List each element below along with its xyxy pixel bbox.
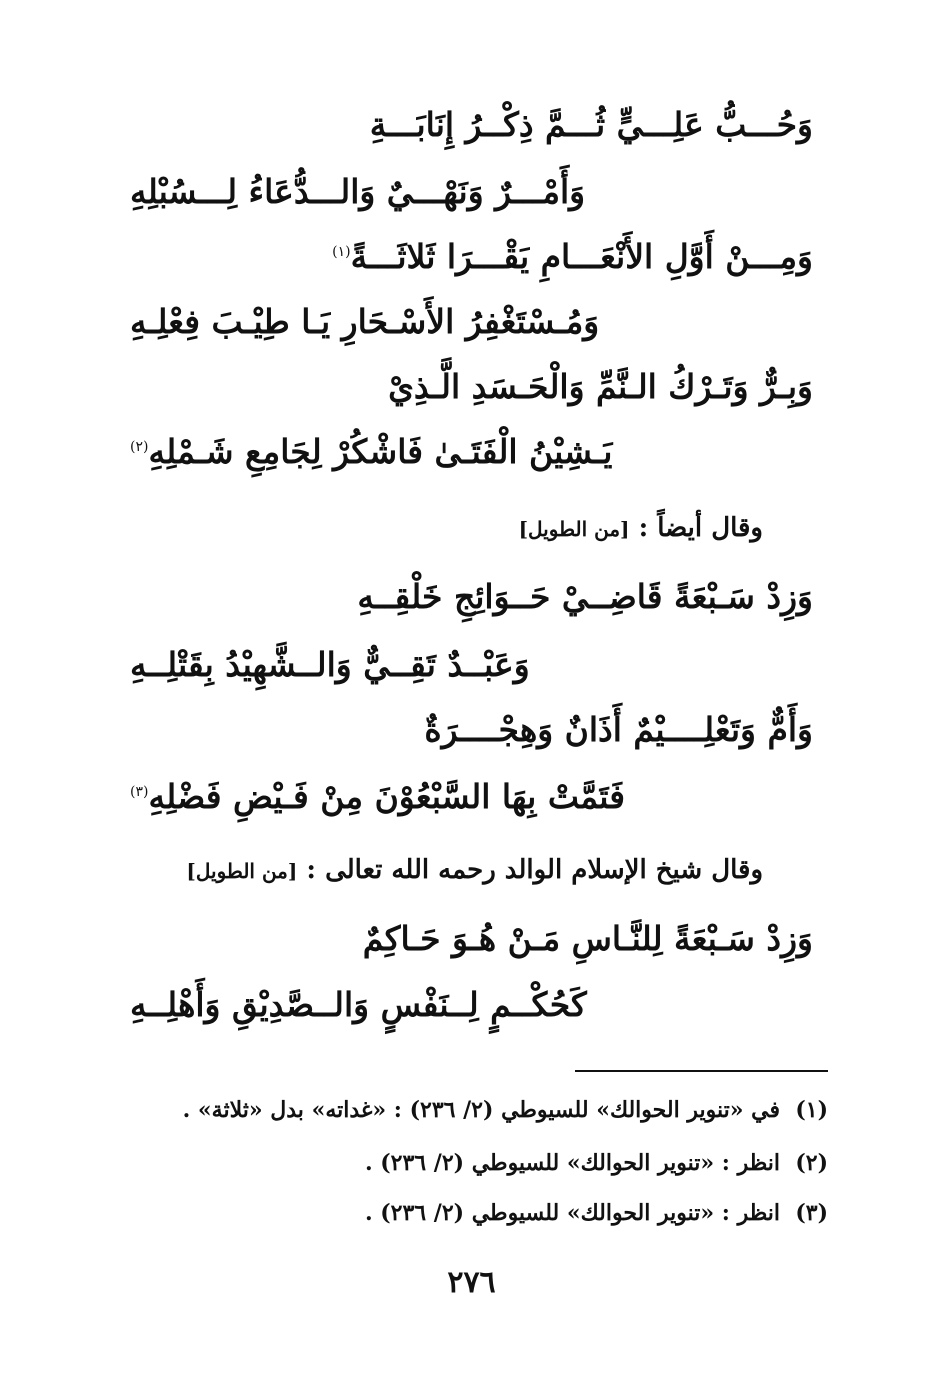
footnote-text: في «تنوير الحوالك» للسيوطي (٢/ ٢٣٦) : «غداته» بدل «ثلاثة» .: [182, 1097, 780, 1123]
verse-text: وَعَبْــدٌ تَقِــيٌّ وَالــشَّهِيْدُ بِقَتْلِــهِ: [130, 645, 530, 684]
footnote-separator: [575, 1070, 828, 1072]
verse-line: [388, 367, 813, 406]
footnote-marker: (٣): [130, 784, 149, 800]
footnote-marker: (٢): [130, 439, 149, 455]
footnote: [365, 1200, 828, 1226]
footnote: [183, 1097, 828, 1123]
verse-text: وَأَمْـــرٌ وَنَهْـــيٌ وَالـــدُّعَاءُ لِـــسُبْلِهِ: [130, 172, 586, 211]
intro-text: وقال شيخ الإسلام الوالد رحمه الله تعالى :: [306, 855, 763, 885]
verse-line: [362, 919, 813, 958]
verse-line: [130, 645, 530, 684]
verse-line: [130, 172, 586, 211]
meter-label: [من الطويل]: [186, 859, 298, 883]
footnote-number: (٣): [795, 1200, 828, 1226]
footnote-number: (١): [795, 1097, 828, 1123]
meter-label: [من الطويل]: [518, 517, 630, 541]
verse-line: [357, 577, 813, 616]
footnote-text: انظر : «تنوير الحوالك» للسيوطي (٢/ ٢٣٦) .: [364, 1200, 780, 1226]
verse-line: [130, 777, 626, 816]
verse-line: [130, 302, 600, 341]
verse-line: [130, 432, 613, 471]
verse-text: وَزِدْ سَـبْعَةً قَاضِــيْ حَــوَائِجِ خَلْقِــهِ: [357, 577, 813, 616]
verse-text: فَتَمَّتْ بِهَا السَّبْعُوْنَ مِنْ فَـيْضِ فَضْلِهِ: [148, 777, 626, 816]
verse-text: وَزِدْ سَـبْعَةً لِلنَّـاسِ مَـنْ هُـوَ حَـاكِمٌ: [362, 919, 813, 958]
verse-text: وَمِـــنْ أَوَّلِ الأَنْعَـــامِ يَقْـــرَا ثَلاثَـــةً: [350, 237, 813, 276]
intro-text: وقال أيضاً :: [638, 513, 763, 543]
footnote-number: (٢): [795, 1150, 828, 1176]
verse-line: [130, 985, 587, 1024]
footnote-text: انظر : «تنوير الحوالك» للسيوطي (٢/ ٢٣٦) .: [364, 1150, 780, 1176]
poem-intro: [519, 515, 763, 541]
verse-text: وَأَمٌّ وَتَعْلِــــيْمٌ أَذَانٌ وَهِجْــــرَةٌ: [424, 710, 813, 749]
verse-text: وَحُـــبُّ عَلِـــيٍّ ثُـــمَّ ذِكْــرُ إِنَابَـــةِ: [369, 105, 813, 144]
verse-text: كَحُكْــمٍ لِــنَفْسٍ وَالــصَّدِيْقِ وَأَهْلِــهِ: [130, 985, 587, 1024]
footnote: [365, 1150, 828, 1176]
verse-text: يَـشِيْنُ الْفَتَـىٰ فَاشْكُرْ لِجَامِعِ شَـمْلِهِ: [148, 432, 613, 471]
verse-line: [332, 237, 813, 276]
page-number: ٢٧٦: [447, 1265, 496, 1300]
verse-text: وَمُـسْتَغْفِرُ الأَسْـحَارِ يَـا طِيْـبَ فِعْلِـهِ: [130, 302, 600, 341]
verse-line: [424, 710, 813, 749]
verse-line: [369, 105, 813, 144]
verse-text: وَبِـرٌّ وَتَـرْكُ الـنَّمِّ وَالْحَـسَدِ الَّـذِيْ: [388, 367, 813, 406]
poem-intro: [186, 857, 763, 883]
footnote-marker: (١): [332, 244, 351, 260]
